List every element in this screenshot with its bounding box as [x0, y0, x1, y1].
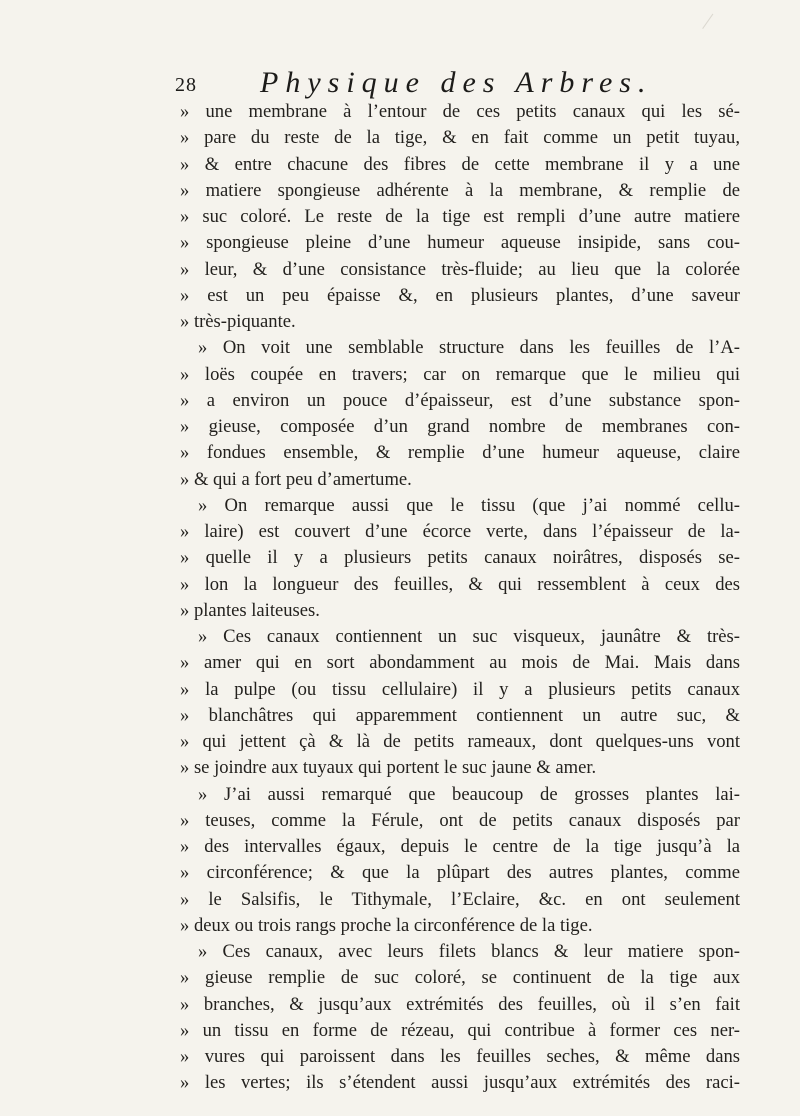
text-line: » deux ou trois rangs proche la circonférence de la tige.	[180, 914, 593, 936]
text-line: » le Salsifis, le Tithymale, l’Eclaire, &c. en ont seulement	[180, 888, 740, 910]
text-line: » plantes laiteuses.	[180, 599, 320, 621]
text-line: » spongieuse pleine d’une humeur aqueuse insipide, sans cou-	[180, 232, 740, 254]
text-line: » des intervalles égaux, depuis le centre de la tige jusqu’à la	[180, 836, 740, 857]
text-line: » pare du reste de la tige, & en fait comme un petit tuyau,	[180, 127, 740, 149]
text-line: » quelle il y a plusieurs petits canaux noirâtres, disposés se-	[180, 547, 740, 569]
text-line: » & entre chacune des fibres de cette membrane il y a une	[180, 153, 740, 175]
text-line: » suc coloré. Le reste de la tige est rempli d’une autre matiere	[180, 206, 740, 227]
text-line: » les vertes; ils s’étendent aussi jusqu’aux extrémités des raci-	[180, 1072, 740, 1094]
text-line: » teuses, comme la Férule, ont de petits canaux disposés par	[180, 809, 740, 831]
text-line: » laire) est couvert d’une écorce verte, dans l’épaisseur de la-	[180, 521, 740, 542]
running-title: Physique des Arbres.	[260, 66, 653, 99]
text-line: » fondues ensemble, & remplie d’une humeur aqueuse, claire	[180, 442, 740, 464]
text-line: » qui jettent çà & là de petits rameaux, dont quelques-uns vont	[180, 731, 740, 752]
text-line: » J’ai aussi remarqué que beaucoup de grosses plantes lai-	[198, 783, 740, 805]
text-line: » lon la longueur des feuilles, & qui ressemblent à ceux des	[180, 573, 740, 595]
text-line: » se joindre aux tuyaux qui portent le suc jaune & amer.	[180, 757, 597, 779]
text-line: » On remarque aussi que le tissu (que j’ai nommé cellu-	[198, 494, 740, 516]
text-line: » matiere spongieuse adhérente à la membrane, & remplie de	[180, 179, 740, 201]
text-line: » la pulpe (ou tissu cellulaire) il y a plusieurs petits canaux	[180, 678, 740, 700]
text-line: » très-piquante.	[180, 311, 296, 332]
text-line: » loës coupée en travers; car on remarque que le milieu qui	[180, 363, 740, 385]
text-line: » a environ un pouce d’épaisseur, est d’une substance spon-	[180, 389, 740, 411]
text-line: » branches, & jusqu’aux extrémités des feuilles, où il s’en fait	[180, 993, 740, 1015]
text-line: » blanchâtres qui apparemment contiennent un autre suc, &	[180, 704, 740, 726]
text-line: » Ces canaux, avec leurs filets blancs & leur matiere spon-	[198, 941, 740, 962]
text-line: » gieuse remplie de suc coloré, se continuent de la tige aux	[180, 967, 740, 989]
text-line: » vures qui paroissent dans les feuilles seches, & même dans	[180, 1046, 740, 1067]
text-line: » On voit une semblable structure dans les feuilles de l’A-	[198, 337, 740, 359]
text-line: » Ces canaux contiennent un suc visqueux, jaunâtre & très-	[198, 626, 740, 647]
text-line: » est un peu épaisse &, en plusieurs plantes, d’une saveur	[180, 284, 740, 306]
page-mark	[696, 9, 714, 29]
text-line: » un tissu en forme de rézeau, qui contribue à former ces ner-	[180, 1019, 740, 1041]
text-line: » amer qui en sort abondamment au mois de Mai. Mais dans	[180, 652, 740, 674]
text-line: » gieuse, composée d’un grand nombre de membranes con-	[180, 416, 740, 437]
body-text	[180, 99, 740, 1097]
text-line: » une membrane à l’entour de ces petits canaux qui les sé-	[180, 101, 740, 122]
text-line: » circonférence; & que la plûpart des autres plantes, comme	[180, 862, 740, 884]
text-line: » leur, & d’une consistance très-fluide; au lieu que la colorée	[180, 258, 740, 280]
page-number: 28	[175, 74, 197, 96]
text-line: » & qui a fort peu d’amertume.	[180, 468, 412, 490]
